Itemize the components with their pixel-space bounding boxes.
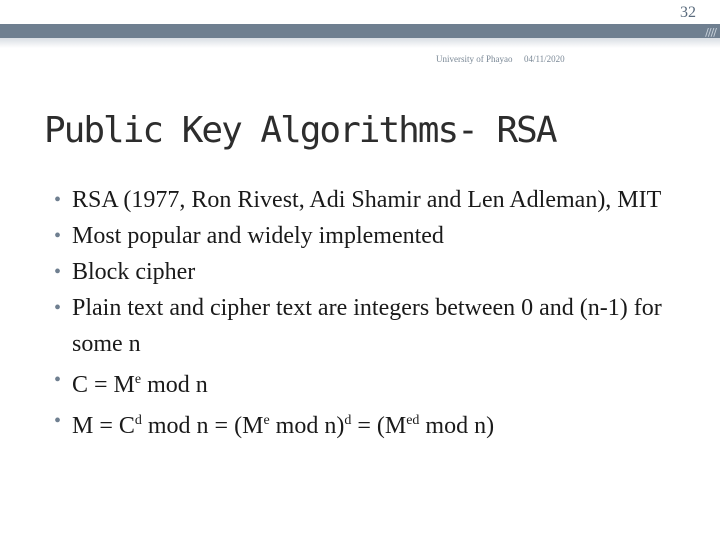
bullet-text: Block cipher: [72, 259, 196, 285]
formula-text: C = M: [72, 372, 135, 398]
bullet-text: Most popular and widely implemented: [72, 223, 444, 249]
bullet-text: Plain text and cipher text are integers between 0 and (n-1) for some n: [72, 295, 662, 357]
bullet-item-decryption-formula: [50, 403, 710, 444]
bullet-list: [50, 182, 710, 444]
bullet-text: RSA (1977, Ron Rivest, Adi Shamir and Len Adleman), MIT: [72, 187, 662, 213]
bullet-item: [50, 254, 710, 290]
bullet-marker: •: [54, 261, 62, 283]
formula-text: mod n = (M: [141, 413, 264, 439]
formula-exponent: e: [134, 372, 142, 387]
bullet-item: [50, 182, 710, 218]
bullet-marker: •: [54, 410, 62, 432]
header-band-shadow: [0, 38, 720, 48]
page-number: 32: [680, 4, 696, 21]
bullet-item-encryption-formula: [50, 362, 710, 403]
formula-text: mod n): [269, 413, 345, 439]
formula-text: M = C: [72, 413, 135, 439]
formula-exponent: e: [263, 413, 270, 428]
band-stripes-decoration: ////: [705, 26, 716, 39]
formula-exponent: d: [134, 413, 142, 428]
bullet-item: [50, 218, 710, 254]
formula-text: = (M: [351, 413, 407, 439]
formula-text: mod n): [419, 413, 495, 439]
formula-text: mod n: [141, 372, 208, 398]
slide-title: Public Key Algorithms- RSA: [44, 110, 556, 151]
bullet-marker: •: [54, 297, 62, 319]
footer-date: 04/11/2020: [524, 54, 565, 64]
formula-exponent: d: [344, 413, 352, 428]
bullet-marker: •: [54, 189, 62, 211]
formula-exponent: ed: [406, 413, 420, 428]
slide-content: [50, 182, 710, 444]
footer-institution: University of Phayao: [436, 54, 513, 64]
header-band: [0, 24, 720, 38]
bullet-item: [50, 290, 710, 362]
bullet-marker: •: [54, 225, 62, 247]
bullet-marker: •: [54, 369, 62, 391]
